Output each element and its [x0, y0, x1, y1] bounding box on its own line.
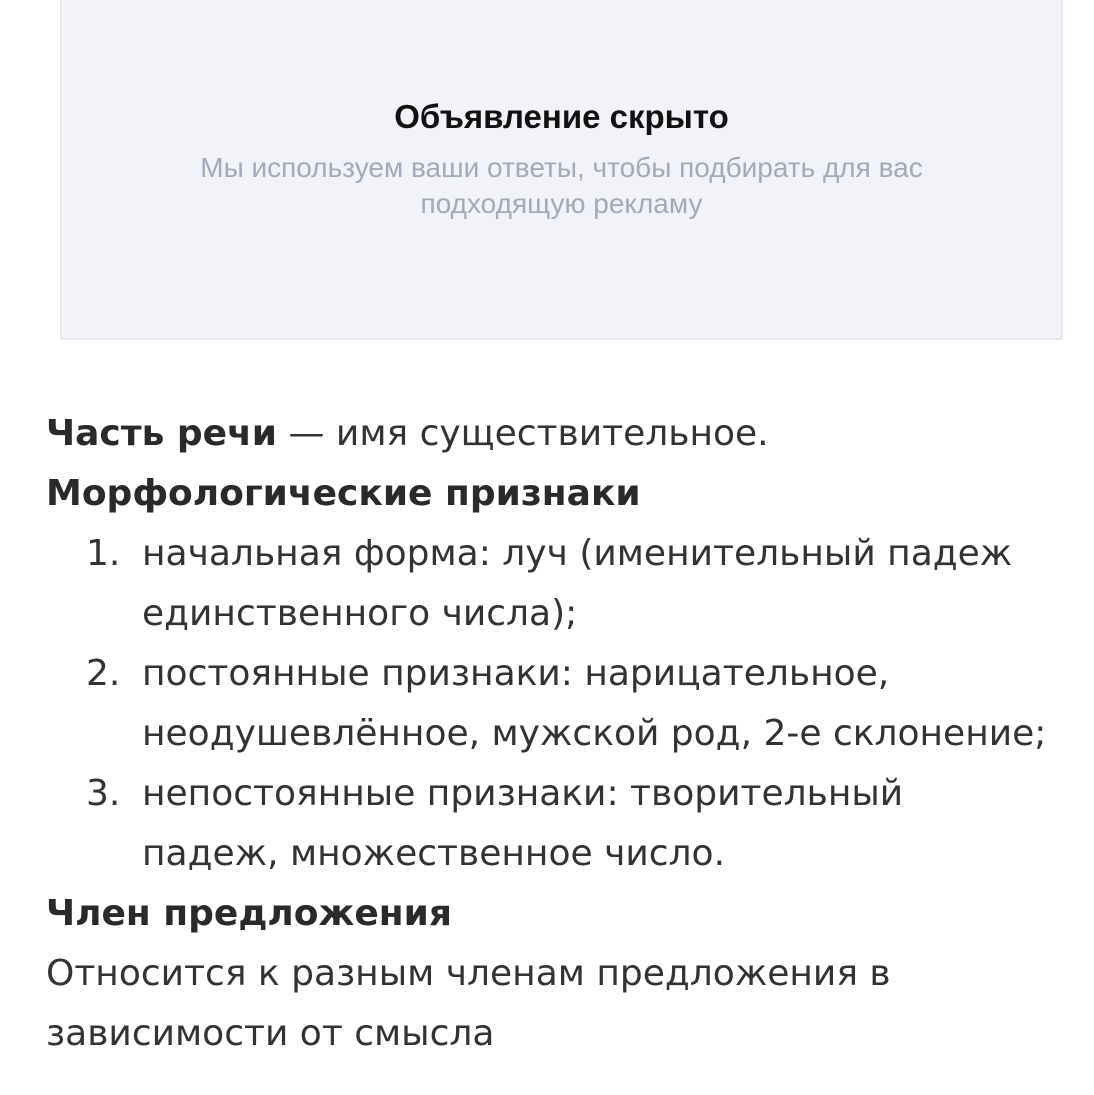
ad-hidden-subtitle: Мы используем ваши ответы, чтобы подбирать для вас подходящую рекламу — [200, 152, 923, 219]
list-item-text-line: единственного числа); — [142, 593, 578, 634]
list-item — [46, 524, 1092, 644]
sentence-member-heading: Член предложения — [46, 893, 452, 934]
part-of-speech-line — [46, 404, 1092, 464]
list-item-text-line: неодушевлённое, мужской род, 2-е склонение; — [142, 713, 1047, 754]
list-item-text-line: постоянные признаки: нарицательное, — [142, 653, 890, 694]
part-of-speech-dash: — — [288, 413, 325, 454]
ad-hidden-title: Объявление скрыто — [394, 98, 729, 135]
list-item-number: 3. — [86, 773, 121, 814]
morphology-list — [46, 524, 1092, 884]
list-item — [46, 764, 1092, 884]
list-item-number: 1. — [86, 533, 121, 574]
list-item — [46, 644, 1092, 764]
sentence-member-text-line: Относится к разным членам предложения в — [46, 953, 891, 994]
morphology-heading: Морфологические признаки — [46, 473, 641, 514]
sentence-member-text-line: зависимости от смысла — [46, 1013, 495, 1054]
article-content — [46, 404, 1092, 1064]
hidden-ad-placeholder — [60, 0, 1063, 340]
list-item-number: 2. — [86, 653, 121, 694]
list-item-text-line: падеж, множественное число. — [142, 833, 726, 874]
list-item-text-line: начальная форма: луч (именительный падеж — [142, 533, 1013, 574]
part-of-speech-label: Часть речи — [46, 413, 278, 454]
part-of-speech-value: имя существительное. — [335, 413, 769, 454]
list-item-text-line: непостоянные признаки: творительный — [142, 773, 904, 814]
